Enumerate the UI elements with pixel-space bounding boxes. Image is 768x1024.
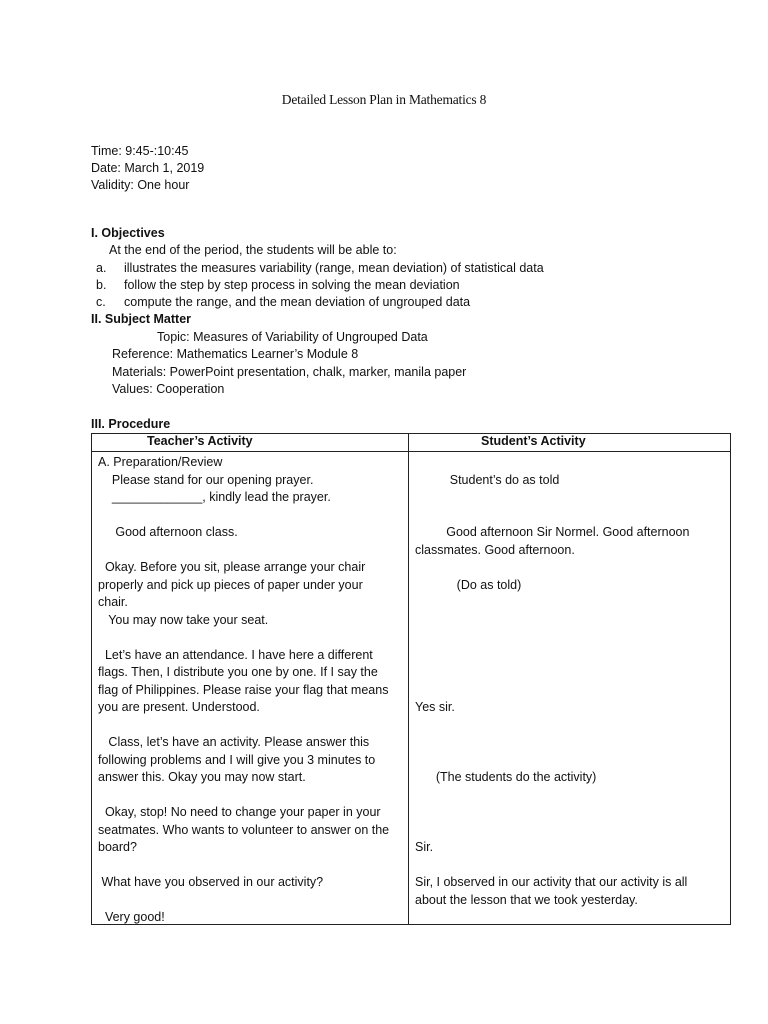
teacher-activity-line: Very good! (98, 910, 165, 924)
objective-text: compute the range, and the mean deviation of ungrouped data (124, 295, 471, 309)
document-title: Detailed Lesson Plan in Mathematics 8 (281, 92, 487, 107)
materials-line: Materials: PowerPoint presentation, chalk, marker, manila paper (112, 365, 467, 379)
objective-item (96, 294, 470, 311)
student-activity-cell (409, 452, 731, 925)
procedure-table (91, 433, 731, 925)
teacher-activity-line: Let’s have an attendance. I have here a different (98, 647, 373, 662)
teacher-activity-line: flags. Then, I distribute you one by one. If I say the (98, 665, 378, 679)
teacher-activity-line: board? (98, 840, 137, 854)
teacher-activity-cell (92, 452, 409, 925)
teacher-activity-line: Please stand for our opening prayer. (98, 472, 314, 487)
objective-item (96, 260, 544, 277)
teacher-activity-line: A. Preparation/Review (98, 455, 223, 469)
student-activity-line: classmates. Good afternoon. (415, 542, 575, 557)
teacher-activity-line: Okay, stop! No need to change your paper in your (98, 805, 381, 819)
student-activity-line: Good afternoon Sir Normel. Good afternoon (415, 525, 690, 539)
objective-text: illustrates the measures variability (range, mean deviation) of statistical data (124, 261, 544, 275)
teacher-activity-line: chair. (98, 595, 128, 609)
table-header-row (92, 434, 731, 452)
procedure-heading: III. Procedure (91, 417, 171, 431)
teacher-activity-line: Good afternoon class. (98, 525, 238, 539)
date-line: Date: March 1, 2019 (91, 161, 205, 175)
objectives-heading: I. Objectives (91, 226, 165, 240)
student-activity-line: (The students do the activity) (415, 770, 597, 784)
validity-line: Validity: One hour (91, 178, 190, 192)
teacher-column-header (92, 434, 409, 452)
topic-line: Topic: Measures of Variability of Ungrouped Data (157, 330, 428, 344)
student-activity-line: about the lesson that we took yesterday. (415, 892, 638, 907)
teacher-activity-line: _____________, kindly lead the prayer. (98, 490, 331, 504)
time-line: Time: 9:45-:10:45 (91, 144, 189, 158)
subject-matter-heading: II. Subject Matter (91, 312, 192, 326)
student-activity-line: Student’s do as told (415, 472, 560, 487)
objective-marker: c. (96, 295, 106, 309)
student-activity-line: (Do as told) (415, 577, 522, 592)
teacher-activity-line: You may now take your seat. (98, 612, 269, 627)
values-line: Values: Cooperation (112, 382, 225, 396)
teacher-activity-line: answer this. Okay you may now start. (98, 770, 306, 784)
teacher-header-text: Teacher’s Activity (147, 434, 253, 448)
teacher-activity-line: Okay. Before you sit, please arrange your chair (98, 560, 366, 574)
student-column-header (409, 434, 731, 452)
student-activity-line: Sir. (415, 840, 434, 854)
student-activity-line: Yes sir. (415, 700, 455, 714)
student-header-text: Student’s Activity (481, 434, 586, 448)
teacher-activity-line: Class, let’s have an activity. Please answer this (98, 735, 370, 749)
student-activity-line: Sir, I observed in our activity that our activity is all (415, 875, 688, 889)
teacher-activity-line: flag of Philippines. Please raise your flag that means (98, 682, 389, 697)
teacher-activity-line: you are present. Understood. (98, 700, 260, 714)
reference-line: Reference: Mathematics Learner’s Module 8 (112, 347, 359, 361)
objective-text: follow the step by step process in solving the mean deviation (124, 278, 460, 292)
objectives-intro: At the end of the period, the students will be able to: (109, 243, 397, 257)
teacher-activity-line: following problems and I will give you 3 minutes to (98, 752, 376, 767)
teacher-activity-line: What have you observed in our activity? (98, 875, 324, 889)
objective-marker: a. (96, 261, 107, 275)
table-row (92, 452, 731, 925)
objective-marker: b. (96, 278, 107, 292)
teacher-activity-line: seatmates. Who wants to volunteer to answer on the (98, 822, 390, 837)
objective-item (96, 277, 460, 294)
teacher-activity-line: properly and pick up pieces of paper under your (98, 577, 363, 592)
